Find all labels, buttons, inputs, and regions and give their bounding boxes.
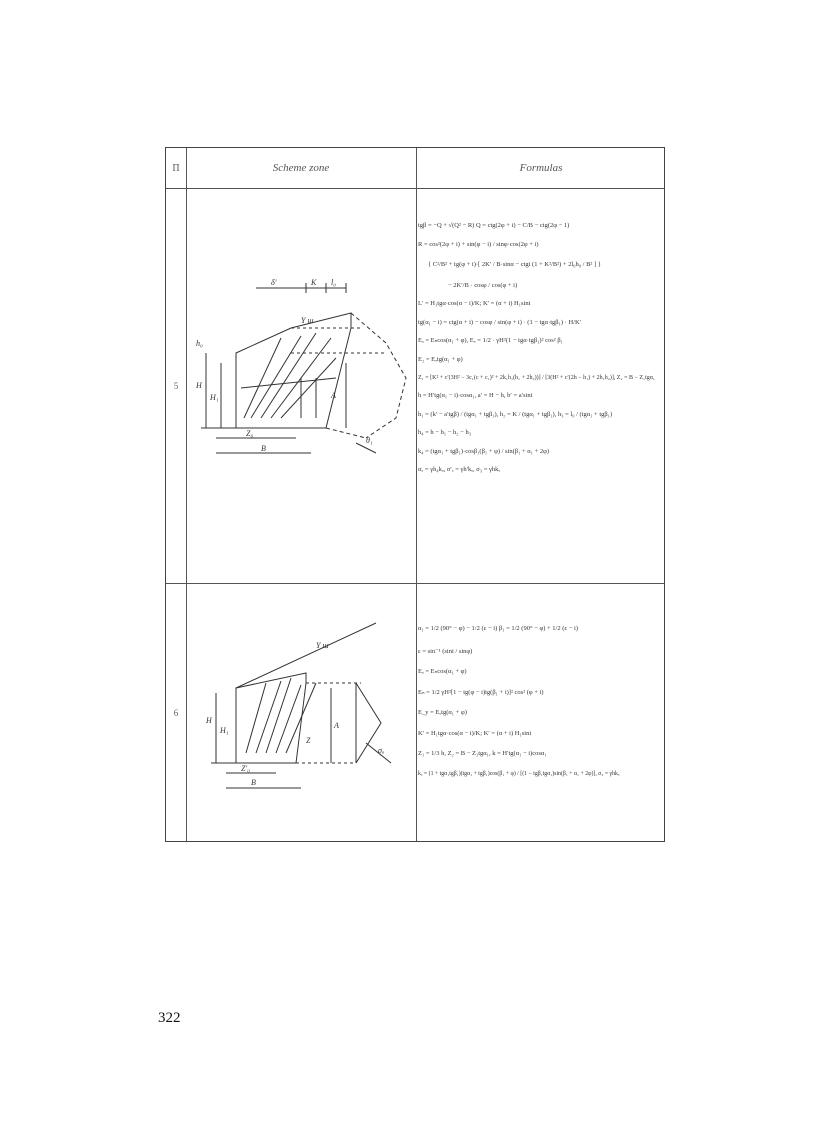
label-z0: Z₀ — [246, 429, 254, 438]
formula-line: σₐ = γh₄kₐ, σ′ₐ = γh′kₐ, σ₃ = γhkₐ — [418, 466, 501, 473]
formula-line: Eₙ = 1/2 γH²[1 − tg(φ − i)tg(β₁ + i)]² cos² (φ + i) — [418, 688, 544, 696]
formula-line: E_y = Eₐtg(α₁ + φ) — [418, 709, 467, 716]
label-theta: θ₁ — [366, 436, 373, 445]
formula-line: α₁ = 1/2 (90° − φ) − 1/2 (ε − i) β₁ = 1/2 (90° − φ) + 1/2 (ε − i) — [418, 625, 579, 632]
formula-line: R = cos²(2φ + i) + sin(φ − i) / sinφ·cos(2φ + i) — [418, 240, 539, 248]
formula-line: h₄ = h − h₁ − h₂ − h₃ — [418, 429, 471, 436]
formula-line: tgβ = −Q + √(Q² − R) Q = ctg(2φ + i) − C/B − ctg(2φ − 1) — [418, 222, 570, 229]
formula-line: k₄ = (tgα₁ + tgβ₁)·cosβ₁(β₁ + φ) / sin(β₁ + α₁ + 2φ) — [418, 447, 550, 455]
label-h: H — [196, 381, 202, 390]
label-k: K — [311, 278, 317, 287]
formula-line: Z₁ = [K² + c′(3H² − 3c₁(c + c₁)² + 2k₁h₁(h₁ + 2h₂))] / [3(H² + c′(2h − h₁) + 2h₁h₂)], Z₂ = B − Z₁tgα₁ — [418, 375, 655, 381]
formula-line: K′ = H₁tgα·cos(α − i)/K; K′ = (α + i) H₁sini — [418, 729, 532, 737]
formula-line: ε = sin⁻¹ (sini / sinφ) — [418, 647, 473, 655]
formula-line: kₐ = (1 + tgα₁tgβ₁)(tgα₁ + tgβ₁)cos(β₁ + φ) / [(1 − tgβ₁tgα₁)sin(β₁ + α₁ + 2φ)], σ₃ = γhkₐ — [418, 770, 620, 777]
formula-block-5 — [418, 223, 655, 474]
header-scheme: Scheme zone — [272, 162, 330, 174]
header-divider — [166, 188, 664, 189]
formula-block-6 — [418, 626, 620, 777]
retaining-wall-diagram-6 — [206, 623, 406, 793]
formula-table — [165, 147, 665, 842]
label-h1: H₁ — [210, 393, 219, 402]
label-h: H — [206, 716, 212, 725]
row-index: 5 — [173, 380, 179, 391]
label-h1: H₁ — [220, 726, 229, 735]
header-formulas: Formulas — [519, 162, 563, 174]
header-index: П — [172, 162, 180, 174]
label-ysh: Y ш — [301, 316, 314, 325]
page-number: 322 — [158, 1010, 181, 1026]
column-divider — [416, 148, 417, 841]
formula-line: − 2K′/B · cosφ / cos(φ + i) — [448, 281, 518, 289]
retaining-wall-diagram-5 — [196, 268, 406, 468]
formula-line: h₁ = (k′ − a′tgβ) / (tgα₁ + tgβ₁), h₂ = K / (tgα₁ + tgβ₁), h₃ = l₀ / (tgα₁ + tgβ₁) — [418, 410, 613, 418]
formula-line: tg(α₁ − i) = ctg(α + i) − cosφ / sin(φ + i) · (1 − tgα·tgβ₁) · H/K′ — [418, 318, 582, 326]
formula-line: L′ = H₁tgα·cos(α − i)/K; K′ = (α + i) H₁sini — [418, 300, 531, 307]
label-sigma: σₐ — [378, 746, 385, 755]
formula-line: h = H′tg(α₁ − i)·cosα₁, a′ = H − h, b′ = a′sini — [418, 392, 533, 399]
formula-line: E₂ = Eₐtg(α₁ + φ) — [418, 355, 463, 363]
label-a: A — [334, 721, 339, 730]
label-a: A — [331, 391, 336, 400]
label-z: Z — [306, 736, 311, 745]
label-b: B — [261, 444, 266, 453]
label-delta: δ' — [271, 278, 277, 287]
label-b: B — [251, 778, 256, 787]
label-l0: l₀ — [331, 278, 337, 287]
formula-line: Eₐ = Eₙcos(α₁ + φ) — [418, 668, 467, 675]
row-index: 6 — [173, 708, 179, 718]
formula-line: Eₐ = Eₙcos(α₁ + φ), Eₓ = 1/2 · γH²(1 − tgα·tgβ₁)² cos² β₁ — [418, 337, 563, 344]
column-divider — [186, 148, 187, 841]
label-h0: h₀ — [196, 339, 203, 348]
formula-line: Z₁ = 1/3 h, Z₂ = B − Z₁tgα₁, k = H′tg(α₁ − i)cosα₁ — [418, 750, 547, 757]
row-divider — [166, 583, 664, 584]
label-z0: Z′₀ — [241, 764, 250, 773]
label-ysh: Y ш — [316, 641, 329, 650]
formula-line: { C²/B² + tg(φ + i)·[ 2K′ / B·sinα − ctgi (1 + K²/B²) + 2l₀h₀ / B² ] } — [428, 261, 601, 268]
